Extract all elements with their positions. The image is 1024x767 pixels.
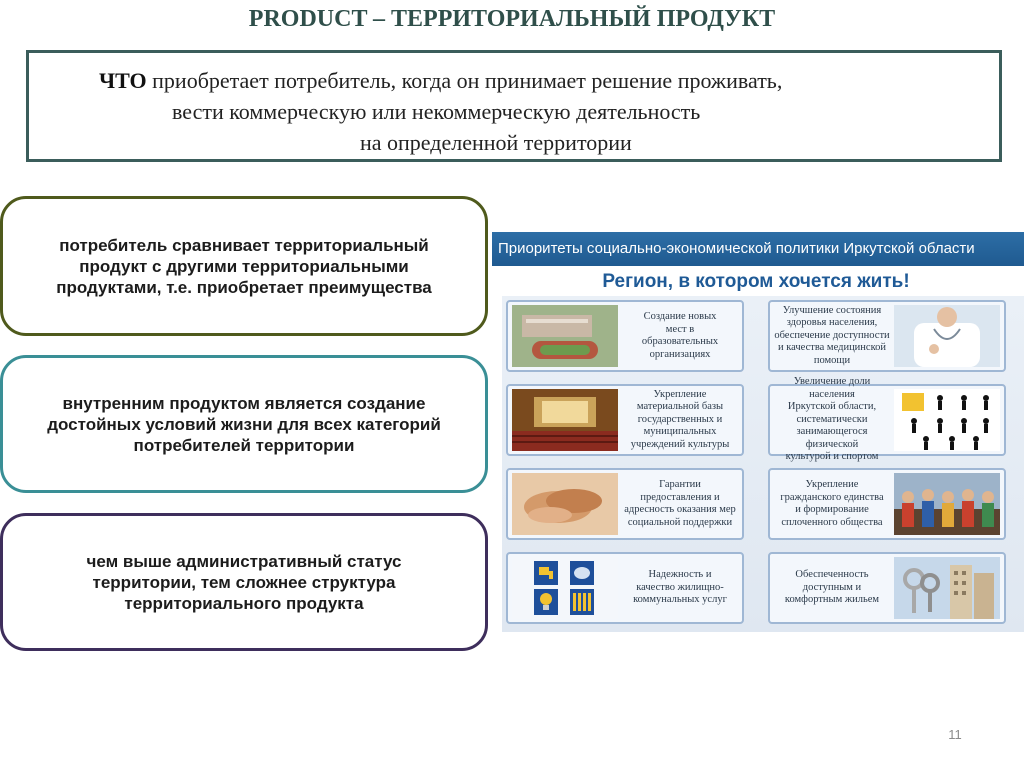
card-sports-text: Увеличение доли населения Иркутской области, систематически занимающегося физической культурой и спортом [785,376,879,463]
point-box-3 [0,513,488,651]
card-education [506,300,744,372]
infographic-header: Приоритеты социально-экономической политики Иркутской области [492,232,1024,266]
definition-line-3: на определенной территории [360,130,632,155]
card-culture-text: Укрепление материальной базы государственных и муниципальных учреждений культуры [630,388,730,450]
point-text-2: внутренним продуктом является создание достойных условий жизни для всех категорий потребителей территории [47,393,441,455]
card-education-text: Создание новых мест в образовательных организациях [641,311,719,360]
card-social-support-text: Гарантии предоставления и адресность оказания мер социальной поддержки [624,479,736,528]
card-health [768,300,1006,372]
card-civil-unity [768,468,1006,540]
card-health-text: Улучшение состояния здоровья населения, обеспечение доступности и качества медицинской помощи [774,304,890,366]
card-culture [506,384,744,456]
priorities-infographic [492,232,1024,640]
school-photo-icon [512,305,618,367]
sports-icons-icon [894,389,1000,451]
card-housing-text: Обеспеченность доступным и комфортным жильем [784,569,880,606]
card-sports [768,376,1006,463]
definition-line-1 [99,66,782,96]
card-civil-unity-text: Укрепление гражданского единства и формирование сплоченного общества [780,479,884,528]
definition-line-1-text: приобретает потребитель, когда он принимает решение проживать, [146,68,783,93]
slide-title: PRODUCT – ТЕРРИТОРИАЛЬНЫЙ ПРОДУКТ [248,6,776,32]
definition-line-2: вести коммерческую или некоммерческую деятельность [172,99,701,124]
hands-photo-icon [512,473,618,535]
definition-keyword: ЧТО [99,68,147,93]
card-social-support [506,468,744,540]
card-housing [768,552,1006,624]
point-box-1 [0,196,488,336]
utilities-icons-icon [512,557,618,619]
card-utilities-text: Надежность и качество жилищно- коммунальных услуг [633,569,727,606]
point-text-3: чем выше административный статус территории, тем сложнее структура территориального продукта [86,551,402,613]
theater-photo-icon [512,389,618,451]
infographic-subtitle: Регион, в котором хочется жить! [602,271,910,292]
folk-dancers-photo-icon [894,473,1000,535]
keys-buildings-photo-icon [894,557,1000,619]
card-utilities [506,552,744,624]
definition-box [26,50,1002,162]
infographic-cards-area [502,296,1024,632]
point-text-1: потребитель сравнивает территориальный продукт с другими территориальными продуктами, т.е. приобретает преимущества [56,235,432,297]
slide-number: 11 [948,727,962,742]
point-box-2 [0,355,488,493]
doctor-photo-icon [894,305,1000,367]
